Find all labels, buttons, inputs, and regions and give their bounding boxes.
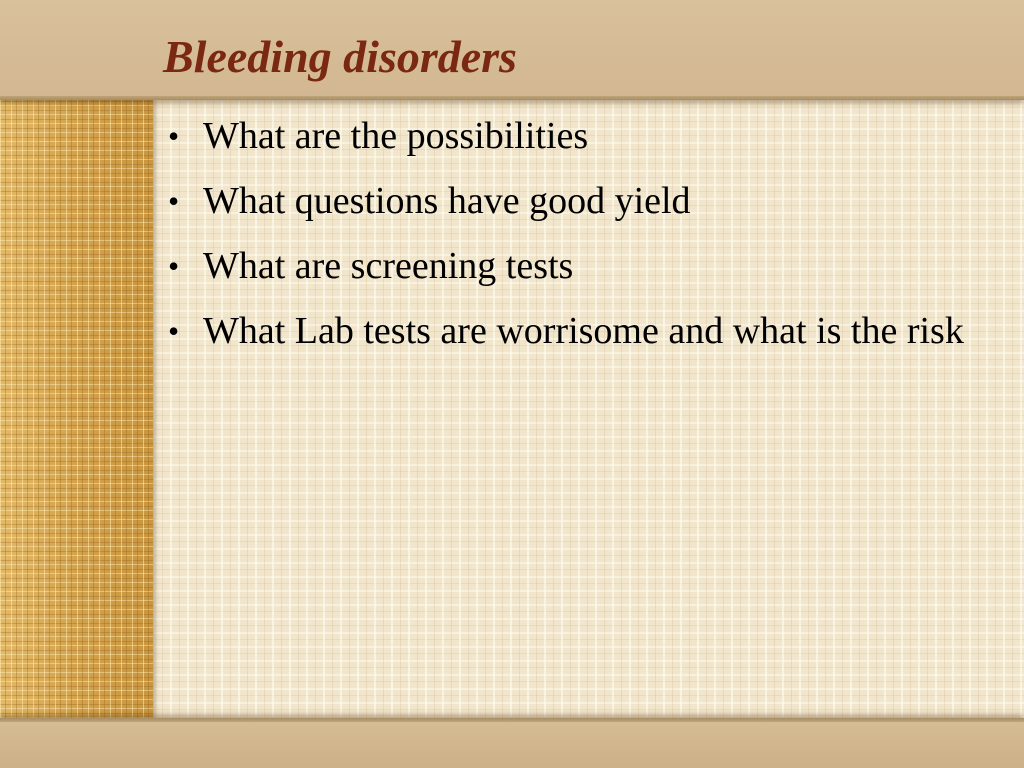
bullet-text: What are screening tests <box>203 245 574 287</box>
bullet-list <box>163 112 993 372</box>
bullet-text: What questions have good yield <box>203 180 691 222</box>
bullet-text: What are the possibilities <box>203 115 589 157</box>
bullet-dot-icon: • <box>168 313 180 349</box>
bullet-text: What Lab tests are worrisome and what is the risk <box>203 310 964 352</box>
left-decorative-column <box>0 100 153 718</box>
bullet-dot-icon: • <box>168 183 180 219</box>
bullet-dot-icon: • <box>168 248 180 284</box>
bullet-item <box>163 177 993 225</box>
slide-title: Bleeding disorders <box>163 31 517 82</box>
bullet-item <box>163 242 993 290</box>
bottom-band <box>0 718 1024 768</box>
bullet-item <box>163 112 993 160</box>
bullet-dot-icon: • <box>168 118 180 154</box>
bullet-item <box>163 307 993 355</box>
